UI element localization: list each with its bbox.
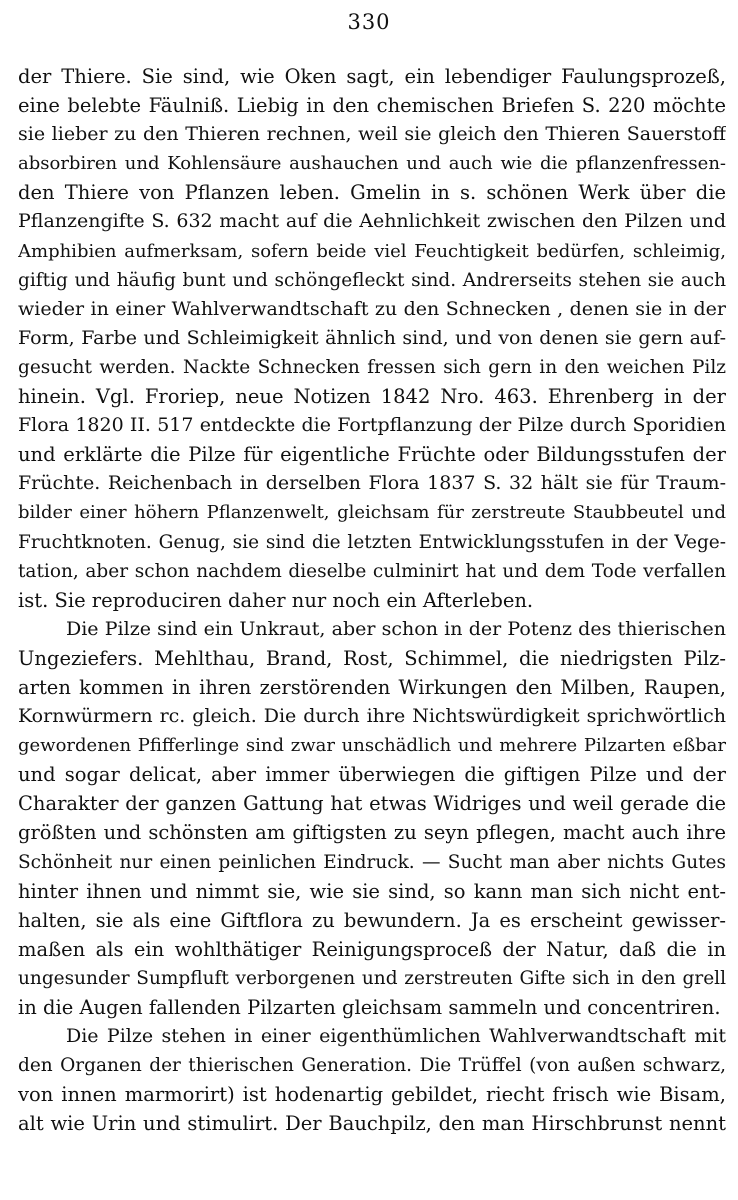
text-line: halten, sie als eine Giftflora zu bewundern. Ja es erscheint gewisser- xyxy=(18,908,726,932)
text-line: in die Augen fallenden Pilzarten gleichsam sammeln und concentriren. xyxy=(18,996,721,1019)
text-line: giftig und häufig bunt und schöngefleckt sind. Andrerseits stehen sie auch xyxy=(18,269,726,291)
text-line: der Thiere. Sie sind, wie Oken sagt, ein lebendiger Faulungsprozeß, xyxy=(18,65,726,88)
text-line: ist. Sie reproduciren daher nur noch ein Afterleben. xyxy=(18,588,534,612)
text-line: Die Pilze sind ein Unkraut, aber schon in der Potenz des thierischen xyxy=(66,617,726,640)
text-line: und sogar delicat, aber immer überwiegen die giftigen Pilze und der xyxy=(18,763,726,787)
page-number: 330 xyxy=(347,10,391,34)
text-line: hinter ihnen und nimmt sie, wie sie sind, so kann man sich nicht ent- xyxy=(18,879,726,903)
text-line: maßen als ein wohlthätiger Reinigungsproceß der Natur, daß die in xyxy=(18,937,726,961)
text-line: Kornwürmern rc. gleich. Die durch ihre Nichtswürdigkeit sprichwörtlich xyxy=(18,705,726,728)
text-line: arten kommen in ihren zerstörenden Wirkungen den Milben, Raupen, xyxy=(18,675,726,699)
text-line: Charakter der ganzen Gattung hat etwas Widriges und weil gerade die xyxy=(18,792,726,816)
text-line: gesucht werden. Nackte Schnecken fressen sich gern in den weichen Pilz xyxy=(18,356,726,378)
text-line: Ungeziefers. Mehlthau, Brand, Rost, Schimmel, die niedrigsten Pilz- xyxy=(18,646,726,670)
text-line: eine belebte Fäulniß. Liebig in den chemischen Briefen S. 220 möchte xyxy=(18,94,726,118)
body-text xyxy=(18,62,726,1138)
text-line: hinein. Vgl. Froriep, neue Notizen 1842 Nro. 463. Ehrenberg in der xyxy=(18,385,726,409)
text-line: Amphibien aufmerksam, sofern beide viel Feuchtigkeit bedürfen, schleimig, xyxy=(18,240,726,262)
text-line: Flora 1820 II. 517 entdeckte die Fortpflanzung der Pilze durch Sporidien xyxy=(18,414,726,437)
text-line: Die Pilze stehen in einer eigenthümlichen Wahlverwandtschaft mit xyxy=(66,1025,726,1048)
text-line: und erklärte die Pilze für eigentliche Früchte oder Bildungsstufen der xyxy=(18,443,726,467)
text-line: bilder einer höhern Pflanzenwelt, gleichsam für zerstreute Staubbeutel und xyxy=(18,502,726,524)
text-line: den Thiere von Pflanzen leben. Gmelin in s. schönen Werk über die xyxy=(18,181,726,205)
text-line: sie lieber zu den Thieren rechnen, weil sie gleich den Thieren Sauerstoff xyxy=(18,123,726,146)
text-line: Form, Farbe und Schleimigkeit ähnlich sind, und von denen sie gern auf- xyxy=(18,326,726,349)
text-line: Pflanzengifte S. 632 macht auf die Aehnlichkeit zwischen den Pilzen und xyxy=(18,210,726,233)
text-line: Fruchtknoten. Genug, sie sind die letzten Entwicklungsstufen in der Vege- xyxy=(18,531,726,553)
text-line: alt wie Urin und stimulirt. Der Bauchpilz, den man Hirschbrunst nennt xyxy=(18,1112,726,1136)
text-line: Schönheit nur einen peinlichen Eindruck. — Sucht man aber nichts Gutes xyxy=(18,851,726,873)
text-line: tation, aber schon nachdem dieselbe culminirt hat und dem Tode verfallen xyxy=(18,560,726,582)
text-line: größten und schönsten am giftigsten zu seyn pflegen, macht auch ihre xyxy=(18,821,726,845)
text-line: von innen marmorirt) ist hodenartig gebildet, riecht frisch wie Bisam, xyxy=(18,1083,726,1107)
text-line: ungesunder Sumpfluft verborgenen und zerstreuten Gifte sich in den grell xyxy=(18,967,726,989)
text-line: wieder in einer Wahlverwandtschaft zu den Schnecken , denen sie in der xyxy=(18,297,726,320)
text-line: absorbiren und Kohlensäure aushauchen und auch wie die pflanzenfressen- xyxy=(18,153,726,175)
text-line: gewordenen Pfifferlinge sind zwar unschädlich und mehrere Pilzarten eßbar xyxy=(18,735,726,757)
text-line: den Organen der thierischen Generation. Die Trüffel (von außen schwarz, xyxy=(18,1055,726,1077)
text-line: Früchte. Reichenbach in derselben Flora 1837 S. 32 hält sie für Traum- xyxy=(18,472,726,495)
